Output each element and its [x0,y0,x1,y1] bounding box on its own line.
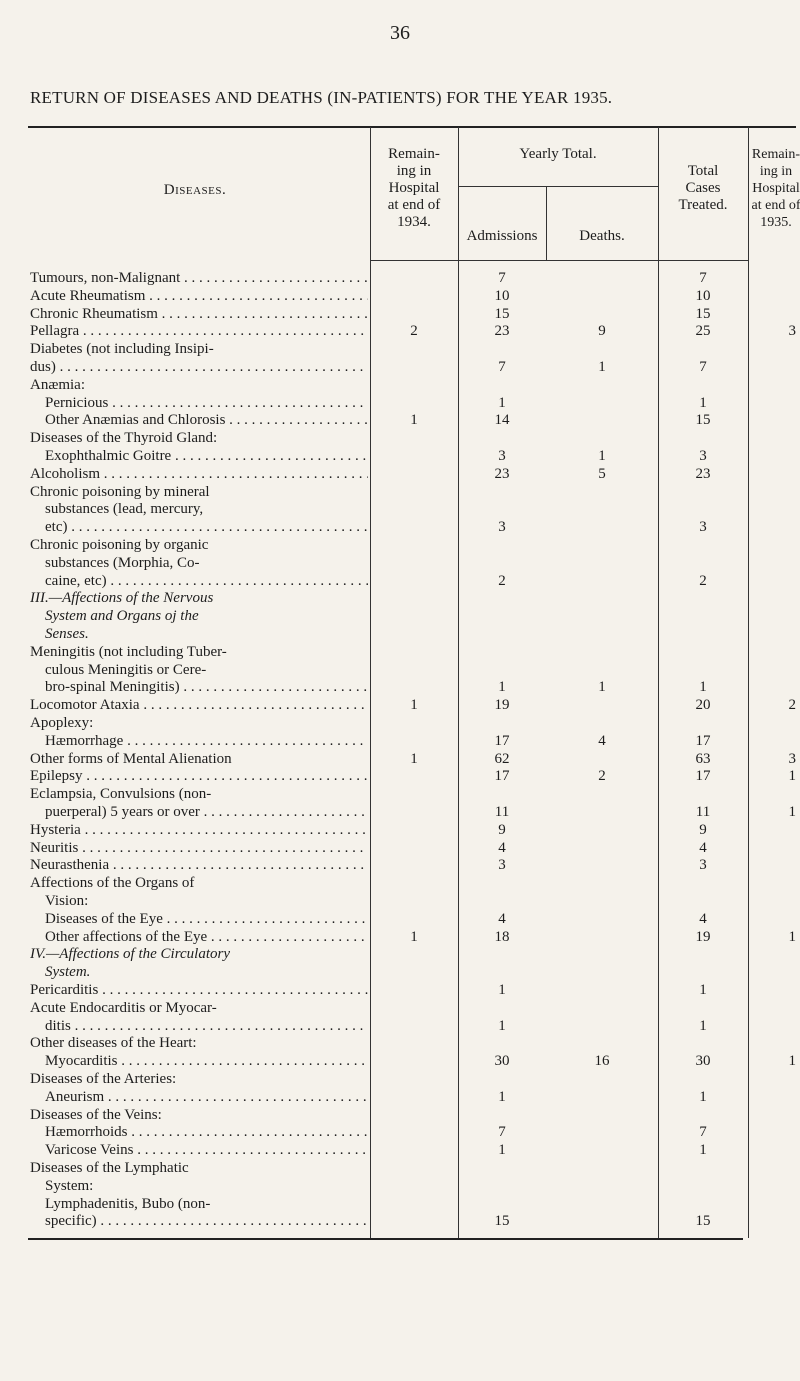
disease-label: Pericarditis . . . [30,981,368,999]
table-row [0,767,800,785]
table-row [0,1017,800,1035]
table-row [0,518,800,536]
table-row [0,785,800,803]
total-cases-cell: 30 [695,1053,711,1070]
remaining-1935-cell: 1 [788,1053,796,1070]
admissions-cell: 1 [498,1017,506,1034]
admissions-cell: 7 [498,270,506,286]
table-row [0,874,800,892]
admissions-cell: 18 [494,928,510,945]
disease-label: Diseases of the Veins: [30,1106,162,1123]
disease-label: Hæmorrhoids . . . [45,1123,368,1141]
remaining-1935-cell: 1 [788,768,796,785]
total-cases-cell: 17 [695,768,711,785]
table-row [0,750,800,768]
disease-label: Lymphadenitis, Bubo (non- [45,1195,211,1212]
admissions-cell: 7 [498,1124,506,1141]
disease-label: Diseases of the Eye . . . [45,910,368,928]
deaths-cell: 2 [598,768,606,785]
remaining-1935-cell: 2 [788,697,796,714]
admissions-cell: 14 [494,412,510,429]
disease-label: Aneurism . . . [45,1088,368,1106]
total-cases-cell: 19 [695,928,711,945]
table-row [0,856,800,874]
header-deaths: Deaths. [579,228,625,244]
total-cases-cell: 4 [699,839,707,856]
disease-label: Diseases of the Lymphatic [30,1160,189,1176]
disease-label: III.—Affections of the Nervous [30,590,214,607]
table-row [0,607,800,625]
disease-label: Other affections of the Eye . . . [45,928,368,946]
table-row [0,483,800,501]
header-admissions: Admissions [466,228,538,244]
remaining-1934-cell: 1 [410,928,418,945]
remaining-1934-cell: 1 [410,412,418,429]
disease-label: Neurasthenia . . . [30,856,368,874]
remaining-1935-cell: 1 [788,928,796,945]
page-title: RETURN OF DISEASES AND DEATHS (IN-PATIENTS) FOR THE YEAR 1935. [30,88,613,107]
deaths-cell: 4 [598,732,606,749]
admissions-cell: 17 [494,732,510,749]
table-row [0,696,800,714]
disease-label: Apoplexy: [30,715,94,731]
disease-label: System. [45,964,91,981]
disease-label: caine, etc) . . . [45,572,368,590]
total-cases-cell: 17 [695,732,711,749]
disease-label: Hæmorrhage . . . [45,732,368,750]
header-remaining-1934: Remain- ing in Hospital at end of 1934. [387,146,441,230]
total-cases-cell: 1 [699,1088,707,1105]
table-row [0,963,800,981]
disease-label: IV.—Affections of the Circulatory [30,946,230,963]
table-row [0,678,800,696]
admissions-cell: 3 [498,448,506,464]
table-row [0,269,800,287]
table-row [0,358,800,376]
disease-label: Diseases of the Arteries: [30,1071,177,1087]
table-row [0,589,800,607]
disease-label: Acute Endocarditis or Myocar- [30,999,217,1016]
total-cases-cell: 63 [695,750,711,767]
table-row [0,465,800,483]
admissions-cell: 7 [498,359,506,375]
table-row [0,1070,800,1088]
table-row [0,661,800,679]
admissions-cell: 11 [494,804,510,820]
admissions-cell: 1 [498,679,506,696]
total-cases-cell: 15 [695,305,711,322]
admissions-cell: 23 [494,465,510,482]
disease-label: Hysteria . . . [30,821,368,839]
admissions-cell: 62 [494,750,510,767]
disease-label: Tumours, non-Malignant . . . [30,269,368,287]
admissions-cell: 4 [498,910,506,927]
total-cases-cell: 1 [699,1017,707,1034]
total-cases-cell: 4 [699,910,707,927]
table-row [0,376,800,394]
total-cases-cell: 3 [699,448,707,464]
admissions-cell: 23 [494,323,510,340]
total-cases-cell: 15 [695,1213,711,1230]
table-row [0,287,800,305]
table-row [0,447,800,465]
disease-label: Eclampsia, Convulsions (non- [30,786,212,803]
table-row [0,572,800,590]
deaths-cell: 1 [598,359,606,375]
table-row [0,322,800,340]
admissions-cell: 1 [498,1088,506,1105]
table-row [0,500,800,518]
disease-label: Chronic poisoning by mineral [30,483,210,500]
total-cases-cell: 15 [695,412,711,429]
table-row [0,1177,800,1195]
table-row [0,429,800,447]
total-cases-cell: 1 [699,679,707,696]
disease-label: Meningitis (not including Tuber- [30,643,227,660]
table-row [0,714,800,732]
table-row [0,536,800,554]
remaining-1935-cell: 3 [788,750,796,767]
header-diseases: Diseases. [163,182,227,198]
total-cases-cell: 7 [699,270,707,286]
table-row [0,732,800,750]
disease-label: Neuritis . . . [30,839,368,857]
total-cases-cell: 1 [699,1142,707,1159]
disease-label: Anæmia: [30,376,85,393]
header-yearly-total: Yearly Total. [519,146,597,162]
table-row [0,394,800,412]
admissions-cell: 9 [498,821,506,838]
disease-label: Locomotor Ataxia . . . [30,696,368,714]
admissions-cell: 1 [498,1142,506,1159]
admissions-cell: 3 [498,857,506,874]
disease-label: Acute Rheumatism . . . [30,287,368,305]
remaining-1935-cell: 1 [788,804,796,820]
table-row [0,839,800,857]
disease-label: substances (Morphia, Co- [45,554,200,571]
disease-label: substances (lead, mercury, [45,501,204,518]
disease-label: Chronic Rheumatism . . . [30,305,368,323]
disease-label: Exophthalmic Goitre . . . [45,447,368,465]
disease-label: Senses. [45,626,89,642]
total-cases-cell: 3 [699,857,707,874]
disease-label: Chronic poisoning by organic [30,537,209,553]
table-row [0,910,800,928]
disease-label: ditis . . . [45,1017,368,1035]
admissions-cell: 19 [494,697,510,714]
total-cases-cell: 1 [699,394,707,411]
deaths-cell: 9 [598,323,606,340]
total-cases-cell: 2 [699,572,707,589]
deaths-cell: 1 [598,679,606,696]
deaths-cell: 16 [594,1053,610,1070]
total-cases-cell: 3 [699,519,707,536]
total-cases-cell: 7 [699,1124,707,1141]
table-top-rule [28,126,796,128]
admissions-cell: 15 [494,305,510,322]
total-cases-cell: 20 [695,697,711,714]
remaining-1935-cell: 3 [788,323,796,340]
remaining-1934-cell: 2 [410,323,418,340]
disease-label: dus) . . . [30,358,368,376]
table-row [0,1052,800,1070]
disease-label: Varicose Veins . . . [45,1141,368,1159]
admissions-cell: 15 [494,1213,510,1230]
table-row [0,1159,800,1177]
table-row [0,643,800,661]
disease-label: Pernicious . . . [45,394,368,412]
table-row [0,981,800,999]
admissions-cell: 3 [498,519,506,536]
disease-label: culous Meningitis or Cere- [45,661,207,678]
table-row [0,1141,800,1159]
disease-label: Other diseases of the Heart: [30,1035,197,1052]
table-row [0,1212,800,1230]
table-row [0,411,800,429]
table-bottom-rule [28,1238,743,1240]
table-row [0,1106,800,1124]
table-row [0,340,800,358]
table-row [0,892,800,910]
disease-label: Pellagra . . . [30,322,368,340]
total-cases-cell: 25 [695,323,711,340]
header-remaining-1935: Remain- ing in Hospital at end of 1935. [751,147,800,230]
disease-label: Other Anæmias and Chlorosis . . . [45,411,368,429]
disease-label: Epilepsy . . . [30,767,368,785]
admissions-cell: 1 [498,982,506,998]
admissions-cell: 17 [494,768,510,785]
table-row [0,945,800,963]
admissions-cell: 1 [498,394,506,411]
total-cases-cell: 9 [699,821,707,838]
admissions-cell: 2 [498,572,506,589]
column-divider [546,186,547,260]
total-cases-cell: 1 [699,982,707,998]
disease-label: System: [45,1177,94,1194]
total-cases-cell: 11 [695,804,711,820]
disease-label: Myocarditis . . . [45,1052,368,1070]
disease-label: Alcoholism . . . [30,465,368,483]
disease-label: puerperal) 5 years or over . . . [45,803,368,821]
table-row [0,1195,800,1213]
disease-label: etc) . . . [45,518,368,536]
total-cases-cell: 23 [695,465,711,482]
table-row [0,305,800,323]
disease-label: bro-spinal Meningitis) . . . [45,678,368,696]
disease-label: specific) . . . [45,1212,368,1230]
header-total-cases: Total Cases Treated. [678,163,728,213]
admissions-cell: 30 [494,1053,510,1070]
admissions-cell: 10 [494,287,510,304]
disease-label: Other forms of Mental Alienation [30,750,232,767]
header-bottom-rule [370,260,748,261]
table-row [0,1088,800,1106]
total-cases-cell: 7 [699,359,707,375]
table-row [0,821,800,839]
total-cases-cell: 10 [695,287,711,304]
disease-label: Diseases of the Thyroid Gland: [30,430,218,447]
disease-label: System and Organs oj the [45,608,199,625]
table-row [0,554,800,572]
admissions-cell: 4 [498,839,506,856]
disease-label: Vision: [45,893,89,909]
table-row [0,1123,800,1141]
table-row [0,1034,800,1052]
table-row [0,999,800,1017]
page-number: 36 [390,22,410,44]
header-subrule [458,186,658,187]
table-row [0,625,800,643]
table-row [0,803,800,821]
deaths-cell: 5 [598,465,606,482]
remaining-1934-cell: 1 [410,750,418,767]
table-row [0,928,800,946]
disease-label: Affections of the Organs of [30,875,195,892]
deaths-cell: 1 [598,448,606,464]
remaining-1934-cell: 1 [410,697,418,714]
disease-label: Diabetes (not including Insipi- [30,341,214,358]
